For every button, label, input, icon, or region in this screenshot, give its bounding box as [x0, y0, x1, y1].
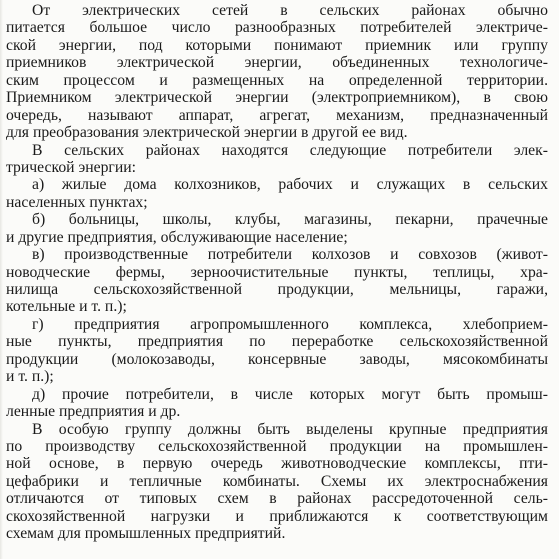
- text-line: Приемником электрической энергии (электроприемником), в свою: [6, 89, 548, 107]
- body-text: [6, 2, 548, 543]
- text-line: ским процессом и размещенных на определенной территории.: [6, 71, 548, 89]
- page-edge-shadow: [0, 0, 3, 559]
- text-line: б) больницы, школы, клубы, магазины, пекарни, прачечные: [32, 211, 548, 229]
- text-line: котельные и т. п.);: [6, 298, 127, 316]
- text-line: по производству сельскохозяйственной продукции на промышлен-: [6, 437, 548, 455]
- text-line: д) прочие потребители, в числе которых могут быть промыш-: [32, 385, 548, 403]
- text-line: отличаются от типовых схем в районах рассредоточенной сель-: [6, 490, 548, 508]
- text-line: схемам для промышленных предприятий.: [6, 525, 286, 543]
- text-line: В особую группу должны быть выделены крупные предприятия: [32, 420, 548, 438]
- text-line: приемников электрической энергии, объединенных технологиче-: [6, 54, 548, 72]
- text-line: От электрических сетей в сельских районах обычно: [32, 2, 548, 19]
- text-line: а) жилые дома колхозников, рабочих и служащих в сельских: [32, 176, 548, 194]
- text-line: нилища сельскохозяйственной продукции, мельницы, гаражи,: [6, 281, 548, 298]
- text-line: питается большое число разнообразных потребителей электриче-: [6, 19, 548, 37]
- text-line: ные пункты, предприятия по переработке сельскохозяйственной: [6, 333, 548, 351]
- text-line: продукции (молокозаводы, консервные заводы, мясокомбинаты: [6, 350, 548, 368]
- text-line: для преобразования электрической энергии в другой ее вид.: [6, 124, 408, 142]
- text-line: ной основе, в первую очередь животноводческие комплексы, пти-: [6, 455, 548, 473]
- text-line: населенных пунктах;: [6, 193, 148, 211]
- text-line: В сельских районах находятся следующие потребители элек-: [32, 141, 548, 159]
- text-line: г) предприятия агропромышленного комплекса, хлебоприем-: [32, 315, 548, 333]
- text-line: и другие предприятия, обслуживающие население;: [6, 228, 348, 246]
- text-line: и т. п.);: [6, 368, 54, 386]
- text-line: ленные предприятия и др.: [6, 403, 181, 421]
- text-line: трической энергии:: [6, 158, 136, 176]
- text-line: цефабрики и тепличные комбинаты. Схемы их электроснабжения: [6, 472, 548, 490]
- text-line: очередь, называют аппарат, агрегат, механизм, предназначенный: [6, 106, 548, 124]
- text-line: новодческие фермы, зерноочистительные пункты, теплицы, хра-: [6, 263, 548, 281]
- text-line: в) производственные потребители колхозов и совхозов (живот-: [32, 246, 548, 264]
- text-line: скохозяйственной нагрузки и приближаются к соответствующим: [6, 507, 548, 525]
- text-line: ской энергии, под которыми понимают приемник или группу: [6, 36, 548, 54]
